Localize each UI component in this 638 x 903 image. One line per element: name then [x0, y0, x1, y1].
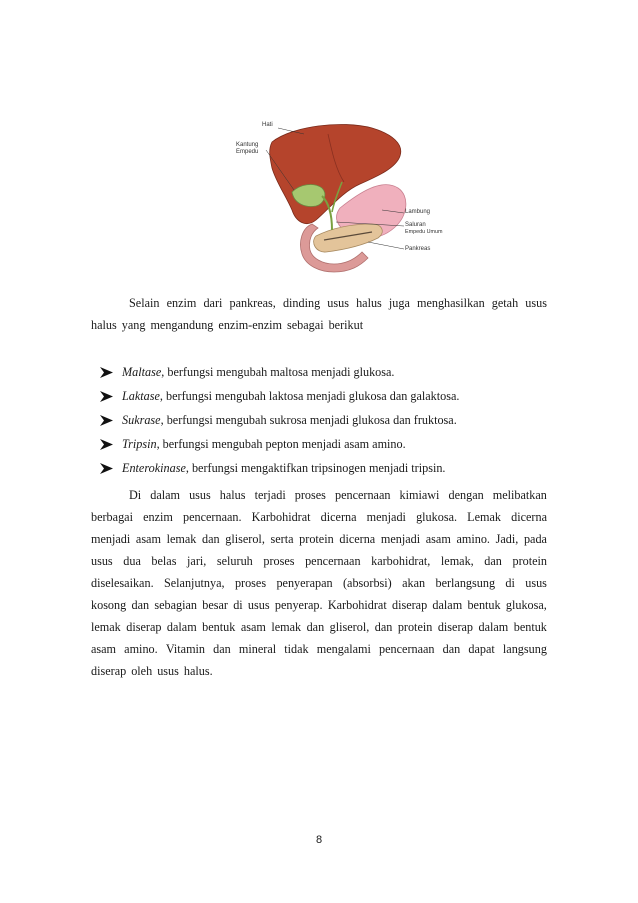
word: dengan [448, 488, 484, 502]
word: halus. [183, 664, 213, 678]
word: berlangsung [435, 576, 496, 590]
word: dalam [478, 620, 509, 634]
word: amino. [456, 532, 490, 546]
word: gliserol, [329, 620, 370, 634]
word: Selanjutnya, [163, 576, 225, 590]
list-item [100, 432, 540, 456]
word: dapat [468, 642, 495, 656]
word: dan [442, 642, 461, 656]
word: bentuk [513, 620, 547, 634]
enzyme-name: Maltase [122, 365, 162, 380]
word: lemak [91, 620, 121, 634]
word: proses [263, 554, 295, 568]
list-item [100, 456, 540, 480]
enzyme-name: Enterokinase [122, 460, 186, 475]
word: (absorbsi) [342, 576, 392, 590]
word: seluruh [216, 554, 253, 568]
list-item [100, 385, 540, 409]
word: dan [484, 554, 502, 568]
intro-paragraph [91, 292, 547, 336]
enzyme-description: , berfungsi mengaktifkan tripsinogen menjadi tripsin. [185, 460, 446, 475]
word: pencernaan. [183, 510, 242, 524]
word: dua [123, 554, 141, 568]
word: dicerna [339, 532, 376, 546]
word: protein [397, 620, 433, 634]
word: glukosa. [416, 510, 458, 524]
word: lemak [166, 532, 197, 546]
enzyme-name: Tripsin [122, 436, 157, 451]
arrow-bullet-icon [100, 391, 122, 402]
arrow-bullet-icon [100, 367, 122, 378]
word: di [505, 576, 515, 590]
word: sebagian [154, 598, 197, 612]
word: asam [240, 620, 266, 634]
word: pada [523, 532, 547, 546]
word: dinding [282, 296, 321, 310]
label-lambung: Lambung [405, 209, 431, 215]
enzyme-list [100, 361, 540, 480]
liver-pancreas-illustration [232, 112, 420, 288]
word: penyerap. [274, 598, 323, 612]
word: dari [203, 296, 223, 310]
word: dicerna [511, 510, 547, 524]
word: halus [91, 318, 117, 332]
word: bentuk [467, 598, 501, 612]
word: menjadi [366, 510, 406, 524]
word: diselesaikan. [91, 576, 154, 590]
enzyme-description: , berfungsi mengubah maltosa menjadi glukosa. [161, 365, 395, 380]
word: proses [294, 488, 326, 502]
page-number: 8 [315, 834, 323, 846]
word: Lemak [467, 510, 501, 524]
word: dan [131, 598, 150, 612]
word: terjadi [254, 488, 286, 502]
word: menjadi [91, 532, 131, 546]
word: dan [202, 532, 220, 546]
word: karbohidrat, [371, 554, 431, 568]
word: Di [129, 488, 142, 502]
word: usus [189, 488, 211, 502]
word: oleh [131, 664, 153, 678]
word: lemak, [440, 554, 474, 568]
label-kantung: Kantung [236, 142, 259, 148]
word: asam [135, 532, 161, 546]
word: penyerapan [276, 576, 333, 590]
word: protein [299, 532, 334, 546]
word: enzim [143, 510, 173, 524]
body-line [91, 660, 547, 682]
body-line [91, 506, 547, 528]
word: mineral [238, 642, 277, 656]
arrow-bullet-icon [100, 463, 122, 474]
word: asam [425, 532, 451, 546]
enzyme-name: Sukrase [122, 412, 161, 427]
word: dan [306, 620, 325, 634]
word: berbagai [91, 510, 133, 524]
word: dalam [432, 598, 463, 612]
word: proses [234, 576, 267, 590]
word: tidak [284, 642, 309, 656]
word: yang [121, 318, 146, 332]
list-item [100, 409, 540, 433]
body-line [91, 550, 547, 572]
word: akan [402, 576, 426, 590]
word: amino. [124, 642, 158, 656]
body-line [91, 484, 547, 506]
word: diserap [91, 664, 127, 678]
arrow-bullet-icon [100, 415, 122, 426]
word: lemak [271, 620, 302, 634]
word: sebagai [287, 318, 324, 332]
word: halus [356, 296, 382, 310]
intro-line-2 [91, 314, 547, 336]
word: diserap [126, 620, 162, 634]
word: diserap [437, 620, 474, 634]
word: pencernaan [334, 488, 391, 502]
word: dan [213, 642, 231, 656]
intro-line-1 [91, 292, 547, 314]
word: usus [525, 296, 547, 310]
digestive-organs-figure [232, 112, 443, 288]
word: usus [327, 296, 349, 310]
body-line [91, 594, 547, 616]
word: kosong [91, 598, 127, 612]
body-line [91, 616, 547, 638]
word: serta [270, 532, 294, 546]
word: dalam [150, 488, 181, 502]
list-item [100, 361, 540, 385]
word: langsung [502, 642, 547, 656]
word: bentuk [202, 620, 236, 634]
arrow-bullet-icon [100, 439, 122, 450]
pancreas-shape [314, 224, 383, 252]
body-line [91, 528, 547, 550]
word: halus [219, 488, 246, 502]
word: diserap [391, 598, 428, 612]
word: Selain [129, 296, 160, 310]
label-saluran: Saluran [405, 222, 426, 228]
body-line [91, 572, 547, 594]
word: Karbohidrat [327, 598, 387, 612]
word: juga [388, 296, 410, 310]
word: usus [247, 598, 270, 612]
word: Karbohidrat [251, 510, 311, 524]
word: berikut [328, 318, 364, 332]
word: mengalami [316, 642, 371, 656]
enzyme-description: , berfungsi mengubah laktosa menjadi glukosa dan galaktosa. [159, 389, 460, 404]
enzyme-name: Laktase [122, 389, 160, 404]
word: mengandung [150, 318, 214, 332]
word: kimiawi [399, 488, 440, 502]
label-empedu: Empedu [236, 149, 259, 155]
word: usus [157, 664, 179, 678]
word: jari, [187, 554, 207, 568]
word: menghasilkan [416, 296, 485, 310]
word: getah [491, 296, 519, 310]
label-hati: Hati [262, 122, 273, 128]
word: protein [512, 554, 547, 568]
label-saluran-2: Empedu Umum [405, 229, 443, 235]
word: pencernaan [379, 642, 435, 656]
word: pencernaan [305, 554, 361, 568]
word: melibatkan [492, 488, 547, 502]
word: dicerna [320, 510, 357, 524]
word: asam [91, 642, 117, 656]
enzyme-description: , berfungsi mengubah sukrosa menjadi glukosa dan fruktosa. [160, 412, 457, 427]
label-pankreas: Pankreas [405, 246, 431, 252]
word: enzim [166, 296, 197, 310]
word: Jadi, [495, 532, 519, 546]
word: gliserol, [225, 532, 265, 546]
word: dan [374, 620, 393, 634]
word: di [233, 598, 243, 612]
word: dalam [166, 620, 197, 634]
word: besar [202, 598, 228, 612]
word: Vitamin [165, 642, 206, 656]
word: menjadi [380, 532, 421, 546]
word: belas [151, 554, 177, 568]
word: enzim-enzim [218, 318, 283, 332]
enzyme-description: , berfungsi mengubah pepton menjadi asam amino. [156, 436, 406, 451]
word: pankreas, [229, 296, 276, 310]
body-line [91, 638, 547, 660]
word: usus [525, 576, 547, 590]
word: usus [91, 554, 113, 568]
word: glukosa, [505, 598, 547, 612]
body-paragraph [91, 484, 547, 682]
